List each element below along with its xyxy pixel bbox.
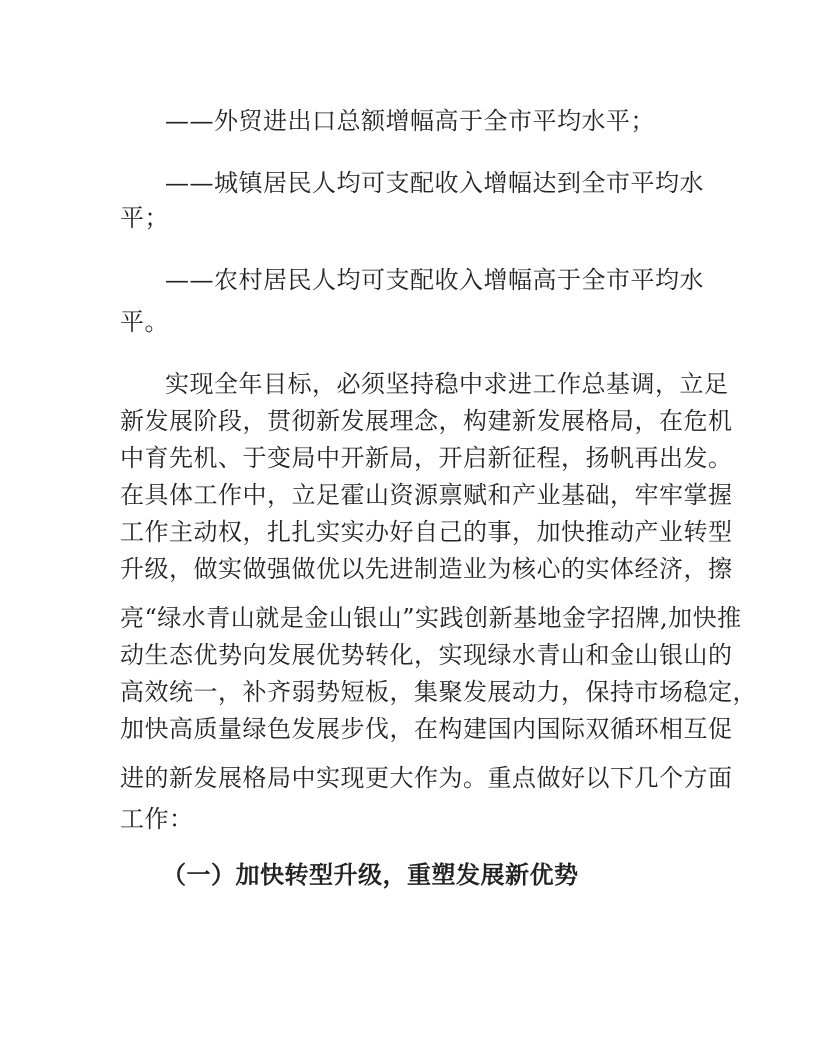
target-line: 平。 (120, 308, 169, 336)
paragraph-line: 工作主动权，扎扎实实办好自己的事，加快推动产业转型 (120, 518, 733, 546)
paragraph-line: 中育先机、于变局中开新局，开启新征程，扬帆再出发。 (120, 444, 733, 472)
paragraph-line: 新发展阶段，贯彻新发展理念，构建新发展格局，在危机 (120, 407, 733, 435)
paragraph-line: 动生态优势向发展优势转化，实现绿水青山和金山银山的 (120, 641, 733, 669)
target-line: ——城镇居民人均可支配收入增幅达到全市平均水 (165, 169, 704, 197)
target-line: ——外贸进出口总额增幅高于全市平均水平； (165, 107, 655, 135)
paragraph-line: 亮“绿水青山就是金山银山”实践创新基地金字招牌,加快推 (120, 604, 742, 632)
target-line: 平； (120, 204, 169, 232)
paragraph-line: 进的新发展格局中实现更大作为。重点做好以下几个方面 (120, 764, 733, 792)
paragraph-line: 工作： (120, 805, 194, 833)
section-heading: （一）加快转型升级，重塑发展新优势 (162, 861, 579, 889)
paragraph-line: 升级，做实做强做优以先进制造业为核心的实体经济，擦 (120, 555, 733, 583)
paragraph-line: 在具体工作中，立足霍山资源禀赋和产业基础，牢牢掌握 (120, 481, 733, 509)
paragraph-line: 加快高质量绿色发展步伐，在构建国内国际双循环相互促 (120, 715, 733, 743)
target-line: ——农村居民人均可支配收入增幅高于全市平均水 (165, 266, 704, 294)
paragraph-line: 实现全年目标，必须坚持稳中求进工作总基调，立足 (165, 370, 729, 398)
paragraph-line: 高效统一，补齐弱势短板，集聚发展动力，保持市场稳定， (120, 678, 757, 706)
